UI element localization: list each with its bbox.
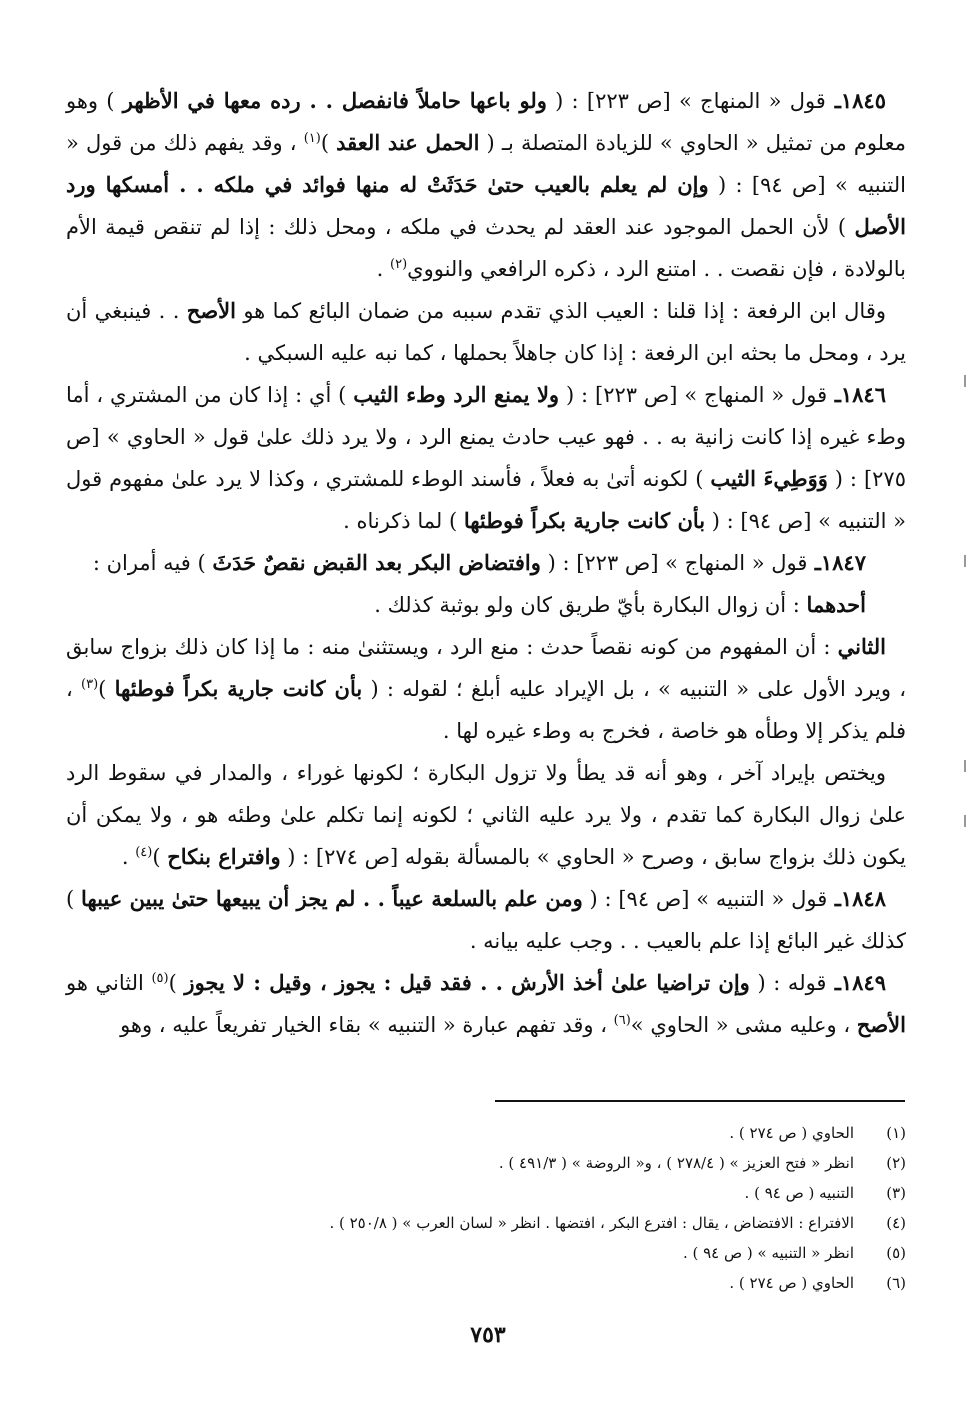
footnote-divider <box>495 1100 905 1102</box>
footnote-number: (٤) <box>886 1214 906 1232</box>
paragraph-1847 <box>66 542 906 584</box>
bold-text: وَوَطِيءَ الثيب <box>710 466 828 491</box>
paragraph-second-issue <box>66 626 906 752</box>
bold-text: ومن علم بالسلعة عيباً . . لم يجز أن يبيعها حتىٰ يبين عيبها <box>80 886 583 911</box>
bold-text: بأن كانت جارية بكراً فوطئها <box>114 676 363 701</box>
bold-text: الأصح <box>186 298 236 323</box>
margin-mark <box>964 815 966 827</box>
paragraph-another-objection <box>66 752 906 878</box>
footnote-ref: (٦) <box>613 1013 631 1028</box>
paragraph-1846 <box>66 374 906 542</box>
paragraph-1845 <box>66 80 906 290</box>
bold-text: ١٨٤٥ـ <box>825 88 886 113</box>
footnote-ref: (٣) <box>81 677 99 692</box>
text-segment: ) <box>320 131 337 155</box>
bold-text: الأصح <box>856 1012 906 1037</box>
text-segment: . <box>376 257 391 281</box>
text-segment: ) <box>98 677 115 701</box>
text-segment: قوله : ( <box>749 971 827 995</box>
footnote-number: (٥) <box>886 1244 906 1262</box>
text-segment: ) <box>168 971 185 995</box>
text-segment: ، وقد يفهم ذلك من قول « التنبيه » [ص ٩٤] : ( <box>66 131 906 197</box>
footnote <box>66 1178 906 1208</box>
bold-text: وإن تراضيا علىٰ أخذ الأرش . . فقد قيل : يجوز ، وقيل : لا يجوز <box>184 970 750 995</box>
bold-text: ١٨٤٩ـ <box>826 970 887 995</box>
text-segment: الثاني هو <box>66 971 152 995</box>
footnote-number: (٣) <box>886 1184 906 1202</box>
text-segment: ، فلم يذكر إلا وطأه هو خاصة ، فخرج به وطء غيره لها . <box>66 677 906 743</box>
footnote-number: (٦) <box>886 1274 906 1292</box>
page-number: ٧٥٣ <box>470 1322 506 1348</box>
footnote-text: انظر « التنبيه » ( ص ٩٤ ) . <box>682 1244 854 1262</box>
text-segment: ) فيه أمران : <box>92 551 213 575</box>
text-segment: ) لما ذكرناه . <box>343 509 464 533</box>
text-segment: قول « التنبيه » [ص ٩٤] : ( <box>582 887 828 911</box>
footnote-ref: (٥) <box>151 971 169 986</box>
paragraph-first-issue <box>66 584 906 626</box>
bold-text: وافتضاض البكر بعد القبض نقصٌ حَدَثَ <box>212 550 541 575</box>
paragraph-ibn-rifa <box>66 290 906 374</box>
text-segment: . <box>121 845 136 869</box>
bold-text: أحدهما <box>806 592 866 617</box>
text-segment: : أن زوال البكارة بأيّ طريق كان ولو بوثبة كذلك . <box>374 593 807 617</box>
bold-text: ١٨٤٦ـ <box>827 382 886 407</box>
bold-text: وإن لم يعلم بالعيب حتىٰ حَدَثَتْ له منها فوائد في ملكه . . أمسكها ورد الأصل <box>66 172 906 239</box>
footnote <box>66 1118 906 1148</box>
text-segment: قول « المنهاج » [ص ٢٢٣] : ( <box>540 551 808 575</box>
footnote <box>66 1148 906 1178</box>
main-text <box>66 80 906 1046</box>
bold-text: ولا يمنع الرد وطء الثيب <box>353 382 560 407</box>
footnote-text: الحاوي ( ص ٢٧٤ ) . <box>729 1124 854 1142</box>
margin-mark <box>964 555 966 567</box>
footnotes <box>66 1118 906 1298</box>
text-segment: ، وعليه مشى « الحاوي » <box>630 1013 857 1037</box>
margin-mark <box>964 375 966 387</box>
text-segment: ، وقد تفهم عبارة « التنبيه » بقاء الخيار تفريعاً عليه ، وهو <box>120 1013 614 1037</box>
text-segment: : أن المفهوم من كونه نقصاً حدث : منع الرد ، ويستثنىٰ منه : ما إذا كان ذلك بزواج سابق ، ويرد الأول على « التنبيه » ، بل الإيراد عليه أبلغ ؛ لقوله : ( <box>66 635 906 701</box>
footnote <box>66 1208 906 1238</box>
bold-text: ١٨٤٨ـ <box>827 886 886 911</box>
bold-text: الحمل عند العقد <box>336 130 480 155</box>
text-segment: ويختص بإيراد آخر ، وهو أنه قد يطأ ولا تزول البكارة ؛ لكونها غوراء ، والمدار في سقوط الرد علىٰ زوال البكارة كما تقدم ، ولا يرد عليه الثاني ؛ لكونه إنما تكلم علىٰ وطئه هو ، ولا يمكن أن يكون ذلك بزواج سابق ، وصرح « الحاوي » بالمسألة بقوله [ص ٢٧٤] : ( <box>66 761 907 869</box>
footnote <box>66 1268 906 1298</box>
footnote-number: (٢) <box>886 1154 906 1172</box>
paragraph-1849 <box>66 962 906 1046</box>
paragraph-1848 <box>66 878 906 962</box>
footnote-text: انظر « فتح العزيز » ( ٢٧٨/٤ ) ، و« الروضة » ( ٤٩١/٣ ) . <box>498 1154 854 1172</box>
text-segment: ) كذلك غير البائع إذا علم بالعيب . . وجب عليه بيانه . <box>66 887 906 953</box>
text-segment: ) لكونه أتىٰ به فعلاً ، فأسند الوطء للمشتري ، وكذا لا يرد علىٰ مفهوم قول « التنبيه » [ص ٩٤] : ( <box>66 467 906 533</box>
footnote <box>66 1238 906 1268</box>
bold-text: بأن كانت جارية بكراً فوطئها <box>463 508 706 533</box>
text-segment: ) لأن الحمل الموجود عند العقد لم يحدث في ملكه ، ومحل ذلك : إذا لم تنقص قيمة الأم بالولادة ، فإن نقصت . . امتنع الرد ، ذكره الرافعي والنووي <box>66 215 906 281</box>
text-segment: قول « المنهاج » [ص ٢٢٣] : ( <box>546 89 826 113</box>
text-segment: ) <box>152 845 168 869</box>
footnote-text: الحاوي ( ص ٢٧٤ ) . <box>729 1274 854 1292</box>
footnote-ref: (٢) <box>390 257 408 272</box>
footnote-ref: (١) <box>303 131 321 146</box>
bold-text: ولو باعها حاملاً فانفصل . . رده معها في الأظهر <box>122 88 547 113</box>
text-segment: . . فينبغي أن يرد ، ومحل ما بحثه ابن الرفعة : إذا كان جاهلاً بحملها ، كما نبه عليه السبكي . <box>66 299 906 365</box>
bold-text: ١٨٤٧ـ <box>807 550 866 575</box>
footnote-text: التنبيه ( ص ٩٤ ) . <box>744 1184 854 1202</box>
text-segment: ) أي : إذا كان من المشتري ، أما وطء غيره إذا كانت زانية به . . فهو عيب حادث يمنع الرد ، ولا يرد ذلك علىٰ قول « الحاوي » [ص ٢٧٥] : ( <box>66 383 906 491</box>
margin-mark <box>964 760 966 772</box>
text-segment: قول « المنهاج » [ص ٢٢٣] : ( <box>559 383 828 407</box>
footnote-number: (١) <box>886 1124 906 1142</box>
footnote-text: الافتراع : الافتضاض ، يقال : افترع البكر ، افتضها . انظر « لسان العرب » ( ٢٥٠/٨ ) . <box>329 1214 854 1232</box>
text-segment: وقال ابن الرفعة : إذا قلنا : العيب الذي تقدم سببه من ضمان البائع كما هو <box>235 299 886 323</box>
bold-text: وافتراع بنكاح <box>167 844 281 869</box>
text-segment: ) وهو معلوم من تمثيل « الحاوي » للزيادة المتصلة بـ ( <box>66 89 906 155</box>
footnote-ref: (٤) <box>135 845 153 860</box>
bold-text: الثاني <box>837 634 886 659</box>
